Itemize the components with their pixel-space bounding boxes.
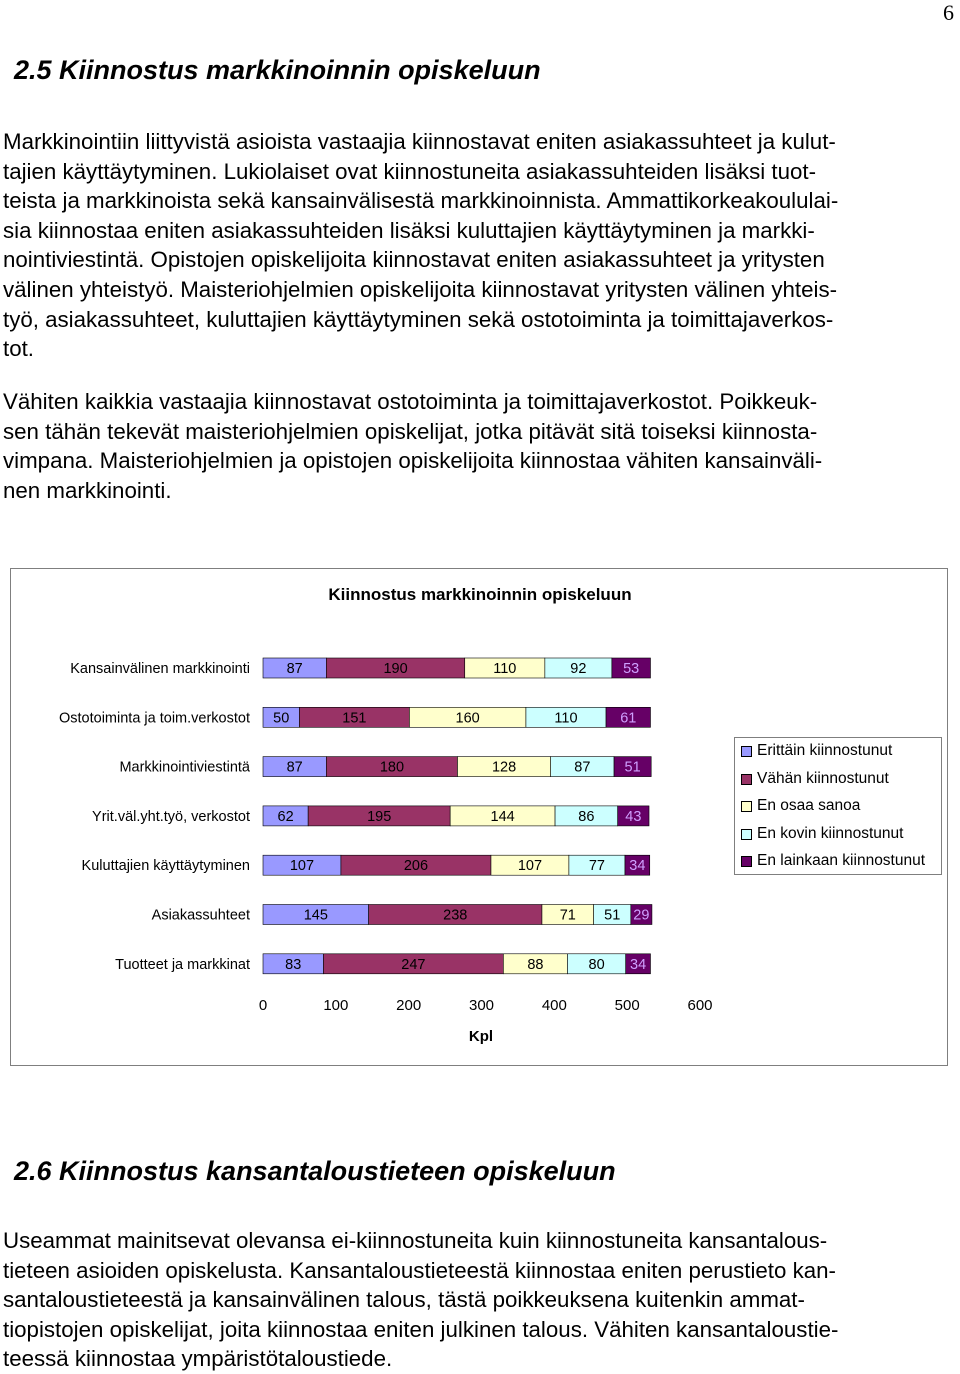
- data-label: 160: [455, 710, 480, 727]
- text-line: tot.: [3, 336, 34, 362]
- legend-swatch: [741, 856, 752, 867]
- x-tick-label: 300: [468, 997, 495, 1014]
- x-tick-label: 200: [396, 997, 422, 1014]
- data-label: 34: [629, 858, 646, 875]
- text-line: nen markkinointi.: [3, 477, 172, 503]
- data-label: 206: [403, 858, 429, 875]
- legend-label: Erittäin kiinnostunut: [757, 742, 893, 759]
- data-label: 190: [383, 661, 408, 677]
- text-line: työ, asiakassuhteet, kuluttajien käyttäytyminen sekä ostotoiminta ja toimittajaverkos-: [3, 306, 834, 332]
- data-label: 238: [443, 907, 468, 924]
- data-label: 83: [285, 956, 302, 973]
- text-line: tieteen asioiden opiskelusta. Kansantaloustieteestä kiinnostaa eniten perustieto kan-: [3, 1257, 836, 1283]
- chart-legend: [734, 737, 942, 875]
- text-line: teista ja markkinoista sekä kansainvälisestä markkinoinnista. Ammattikorkeakoululai-: [3, 188, 839, 214]
- x-tick-label: 400: [541, 997, 567, 1014]
- text-line: tajien käyttäytyminen. Lukiolaiset ovat kiinnostuneita asiakassuhteiden lisäksi tuot-: [3, 158, 817, 184]
- data-label: 34: [630, 956, 647, 973]
- text-line: teessä kiinnostaa ympäristötaloustiede.: [3, 1346, 393, 1372]
- category-label: Tuotteet ja markkinat: [115, 956, 250, 973]
- paragraph-markkinointi-2: [3, 387, 955, 505]
- text-line: nointiviestintä. Opistojen opiskelijoita kiinnostavat eniten asiakassuhteet ja yritysten: [3, 247, 825, 273]
- paragraph-markkinointi-1: [3, 127, 955, 364]
- data-label: 180: [379, 759, 405, 776]
- data-label: 53: [623, 661, 640, 677]
- paragraph-kansantalous: [3, 1226, 955, 1374]
- legend-label: En lainkaan kiinnostunut: [757, 852, 926, 869]
- text-line: sen tähän tekevät maisteriohjelmien opiskelijat, jotka pitävät sitä toiseksi kiinnosta-: [3, 418, 818, 444]
- data-label: 87: [286, 661, 303, 677]
- legend-label: Vähän kiinnostunut: [757, 769, 889, 787]
- text-line: santaloustieteestä ja kansainvälinen talous, tästä poikkeuksena kuitenkin ammat-: [3, 1287, 805, 1313]
- text-line: välinen yhteistyö. Maisteriohjelmien opiskelijoita kiinnostavat yritysten välinen yhteis-: [3, 276, 838, 302]
- category-label: Kansainvälinen markkinointi: [70, 661, 250, 677]
- data-label: 145: [303, 907, 328, 924]
- data-label: 107: [289, 858, 315, 875]
- x-tick-label: 100: [323, 997, 349, 1014]
- category-label: Ostotoiminta ja toim.verkostot: [59, 710, 250, 727]
- text-line: vimpana. Maisteriohjelmien ja opistojen opiskelijoita kiinnostaa vähiten kansainväli-: [3, 448, 823, 474]
- x-tick-label: 500: [614, 997, 640, 1014]
- data-label: 62: [277, 808, 294, 825]
- data-label: 195: [367, 808, 392, 825]
- legend-swatch: [741, 746, 752, 757]
- data-label: 107: [517, 858, 543, 875]
- data-label: 61: [620, 710, 637, 727]
- category-label: Yrit.väl.yht.työ, verkostot: [92, 808, 250, 825]
- data-label: 110: [493, 661, 517, 677]
- data-label: 50: [273, 710, 290, 727]
- legend-swatch: [741, 774, 752, 785]
- x-tick-label: 0: [258, 997, 268, 1014]
- text-line: tiopistojen opiskelijat, joita kiinnostaa eniten julkinen talous. Vähiten kansantaloustie-: [3, 1316, 839, 1342]
- data-label: 77: [588, 858, 606, 875]
- legend-label: En osaa sanoa: [757, 797, 861, 814]
- legend-item: [741, 770, 941, 798]
- x-tick-label: 600: [687, 997, 713, 1014]
- legend-item: [741, 825, 941, 853]
- x-axis-label: Kpl: [468, 1028, 494, 1045]
- legend-item: [741, 797, 941, 825]
- data-label: 247: [401, 956, 426, 973]
- data-label: 87: [286, 759, 303, 776]
- chart-container: [10, 568, 948, 1066]
- data-label: 128: [491, 759, 517, 776]
- category-label: Kuluttajien käyttäytyminen: [81, 858, 250, 875]
- text-line: Useammat mainitsevat olevansa ei-kiinnostuneita kuin kiinnostuneita kansantalous-: [3, 1228, 828, 1253]
- data-label: 71: [559, 907, 576, 924]
- data-label: 51: [604, 907, 621, 924]
- data-label: 144: [490, 808, 515, 825]
- legend-item: [741, 852, 941, 880]
- text-line: Vähiten kaikkia vastaajia kiinnostavat ostotoiminta ja toimittajaverkostot. Poikkeuk-: [3, 389, 818, 414]
- page-number: 6: [943, 0, 954, 25]
- data-label: 29: [633, 907, 650, 924]
- data-label: 43: [625, 808, 642, 825]
- chart-title: Kiinnostus markkinoinnin opiskeluun: [328, 585, 632, 604]
- data-label: 110: [554, 710, 578, 727]
- text-line: Markkinointiin liittyvistä asioista vastaajia kiinnostavat eniten asiakassuhteet ja kulut-: [3, 129, 836, 154]
- text-line: sia kiinnostaa eniten asiakassuhteiden lisäksi kuluttajien käyttäytyminen ja markki-: [3, 217, 815, 243]
- legend-item: [741, 742, 941, 770]
- section-heading-2-6: 2.6 Kiinnostus kansantaloustieteen opiskeluun: [14, 1156, 616, 1186]
- data-label: 80: [588, 956, 605, 973]
- data-label: 92: [570, 661, 587, 677]
- data-label: 87: [574, 759, 591, 776]
- data-label: 86: [578, 808, 595, 825]
- legend-swatch: [741, 829, 752, 840]
- section-heading-2-5: 2.5 Kiinnostus markkinoinnin opiskeluun: [14, 55, 541, 85]
- data-label: 88: [527, 956, 544, 973]
- data-label: 151: [342, 710, 367, 727]
- legend-label: En kovin kiinnostunut: [757, 824, 904, 842]
- data-label: 51: [624, 759, 641, 776]
- category-label: Asiakassuhteet: [151, 907, 250, 924]
- legend-swatch: [741, 801, 752, 812]
- category-label: Markkinointiviestintä: [119, 759, 250, 776]
